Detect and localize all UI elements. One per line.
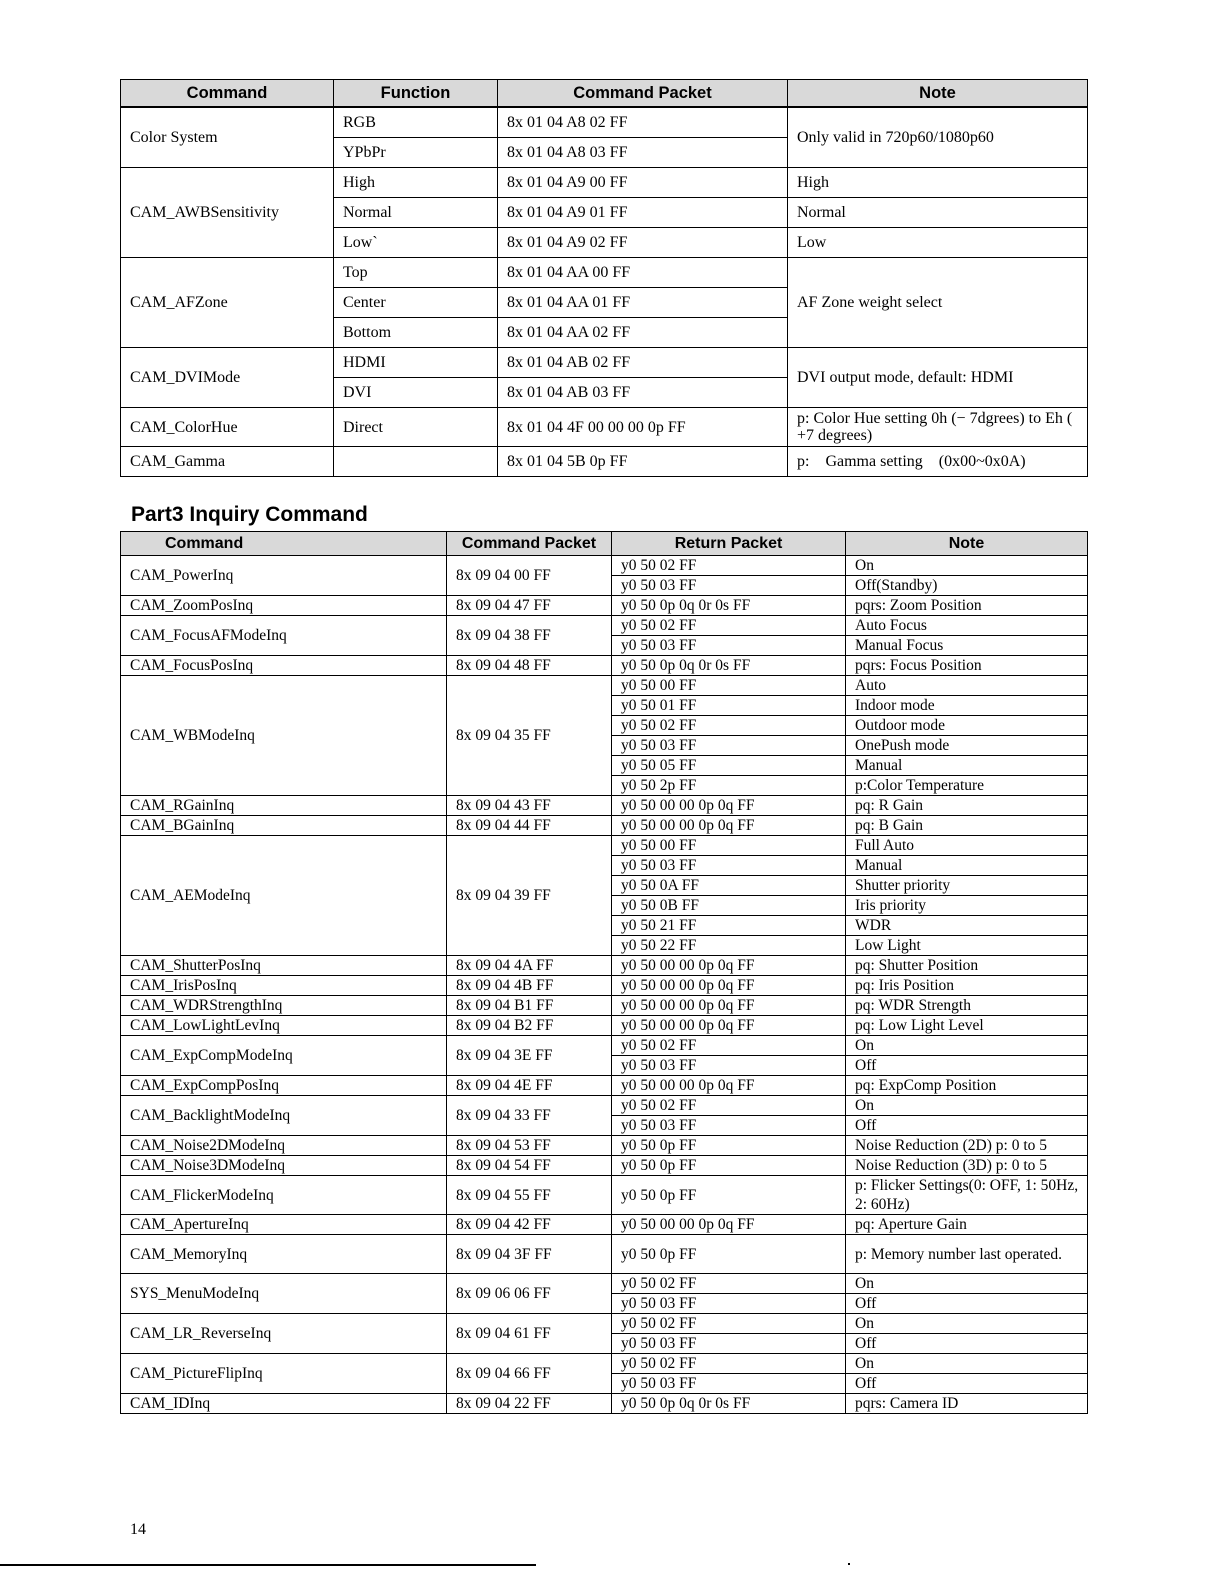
cell-command-packet: 8x 09 04 3F FF [447,1235,612,1274]
cell-return-packet: y0 50 0A FF [612,876,846,896]
cell-command-packet: 8x 09 06 06 FF [447,1274,612,1314]
cell-return-packet: y0 50 02 FF [612,716,846,736]
cell-command: CAM_FlickerModeInq [121,1176,447,1215]
cell-note: p: Flicker Settings(0: OFF, 1: 50Hz, 2: 60Hz) [846,1176,1088,1215]
cell-function [334,447,498,477]
cell-note: Iris priority [846,896,1088,916]
cell-note: Indoor mode [846,696,1088,716]
cell-packet: 8x 01 04 A8 02 FF [498,107,788,138]
table-row [121,816,1088,836]
cell-note: High [788,168,1088,198]
header-command-packet: Command Packet [447,532,612,556]
cell-return-packet: y0 50 00 00 0p 0q FF [612,976,846,996]
table-row [121,447,1088,477]
cell-command: CAM_FocusPosInq [121,656,447,676]
cell-return-packet: y0 50 03 FF [612,576,846,596]
cell-command: CAM_PowerInq [121,556,447,596]
cell-return-packet: y0 50 0p FF [612,1235,846,1274]
cell-command-packet: 8x 09 04 35 FF [447,676,612,796]
table-row [121,1235,1088,1274]
cell-packet: 8x 01 04 5B 0p FF [498,447,788,477]
cell-note: pqrs: Zoom Position [846,596,1088,616]
cell-note: Only valid in 720p60/1080p60 [788,107,1088,168]
header-note: Note [846,532,1088,556]
cell-return-packet: y0 50 03 FF [612,1116,846,1136]
cell-note: pq: Iris Position [846,976,1088,996]
cell-command-packet: 8x 09 04 55 FF [447,1176,612,1215]
table-row [121,656,1088,676]
cell-command: CAM_LowLightLevInq [121,1016,447,1036]
cell-packet: 8x 01 04 A9 02 FF [498,228,788,258]
cell-command: CAM_ExpCompModeInq [121,1036,447,1076]
cell-command: CAM_ShutterPosInq [121,956,447,976]
cell-command-packet: 8x 09 04 43 FF [447,796,612,816]
cell-note: pq: Low Light Level [846,1016,1088,1036]
table-row [121,1394,1088,1414]
cell-command: CAM_ZoomPosInq [121,596,447,616]
footer-rule [0,1564,536,1566]
cell-command: CAM_Noise2DModeInq [121,1136,447,1156]
cell-return-packet: y0 50 03 FF [612,1334,846,1354]
cell-return-packet: y0 50 00 00 0p 0q FF [612,1215,846,1235]
cell-command-packet: 8x 09 04 48 FF [447,656,612,676]
cell-note: Manual [846,756,1088,776]
cell-packet: 8x 01 04 AB 03 FF [498,378,788,408]
cell-note: Manual [846,856,1088,876]
table-row [121,556,1088,576]
cell-note: DVI output mode, default: HDMI [788,348,1088,408]
cell-return-packet: y0 50 0p FF [612,1136,846,1156]
cell-function: Center [334,288,498,318]
cell-return-packet: y0 50 02 FF [612,1354,846,1374]
cell-note: Outdoor mode [846,716,1088,736]
table-row [121,616,1088,636]
section-heading: Part3 Inquiry Command [131,503,368,526]
table-row [121,1136,1088,1156]
cell-note: Manual Focus [846,636,1088,656]
cell-note: On [846,1036,1088,1056]
cell-return-packet: y0 50 00 00 0p 0q FF [612,816,846,836]
cell-function: Direct [334,408,498,447]
cell-return-packet: y0 50 0p FF [612,1176,846,1215]
cell-packet: 8x 01 04 4F 00 00 00 0p FF [498,408,788,447]
cell-command: CAM_Noise3DModeInq [121,1156,447,1176]
table-row [121,408,1088,447]
cell-function: High [334,168,498,198]
table-row [121,796,1088,816]
cell-command-packet: 8x 09 04 B2 FF [447,1016,612,1036]
cell-return-packet: y0 50 22 FF [612,936,846,956]
cell-return-packet: y0 50 02 FF [612,1036,846,1056]
cell-function: HDMI [334,348,498,378]
cell-note: pqrs: Camera ID [846,1394,1088,1414]
cell-function: Top [334,258,498,288]
cell-command: CAM_LR_ReverseInq [121,1314,447,1354]
cell-note: p:Color Temperature [846,776,1088,796]
table-row [121,1156,1088,1176]
cell-return-packet: y0 50 21 FF [612,916,846,936]
cell-return-packet: y0 50 00 00 0p 0q FF [612,996,846,1016]
cell-packet: 8x 01 04 AB 02 FF [498,348,788,378]
cell-return-packet: y0 50 00 00 0p 0q FF [612,956,846,976]
cell-note: On [846,1274,1088,1294]
cell-return-packet: y0 50 00 00 0p 0q FF [612,796,846,816]
cell-note: Full Auto [846,836,1088,856]
cell-command-packet: 8x 09 04 61 FF [447,1314,612,1354]
cell-command: CAM_DVIMode [121,348,334,408]
cell-return-packet: y0 50 0p 0q 0r 0s FF [612,656,846,676]
table-row [121,1274,1088,1294]
cell-note: pq: R Gain [846,796,1088,816]
table-row [121,1314,1088,1334]
cell-note: p: Gamma setting (0x00~0x0A) [788,447,1088,477]
cell-note: On [846,1314,1088,1334]
cell-return-packet: y0 50 03 FF [612,1374,846,1394]
table-row [121,348,1088,378]
cell-note: On [846,1354,1088,1374]
cell-command: CAM_AFZone [121,258,334,348]
cell-command-packet: 8x 09 04 54 FF [447,1156,612,1176]
footer-rule-mark [848,1563,850,1565]
cell-return-packet: y0 50 05 FF [612,756,846,776]
cell-command: CAM_FocusAFModeInq [121,616,447,656]
cell-return-packet: y0 50 2p FF [612,776,846,796]
cell-function: Normal [334,198,498,228]
cell-command-packet: 8x 09 04 B1 FF [447,996,612,1016]
cell-return-packet: y0 50 03 FF [612,856,846,876]
cell-return-packet: y0 50 03 FF [612,636,846,656]
cell-note: Low Light [846,936,1088,956]
cell-note: Shutter priority [846,876,1088,896]
cell-command-packet: 8x 09 04 4E FF [447,1076,612,1096]
table-row [121,168,1088,198]
header-note: Note [788,80,1088,108]
cell-note: AF Zone weight select [788,258,1088,348]
table-row [121,107,1088,138]
cell-function: Low` [334,228,498,258]
cell-note: p: Memory number last operated. [846,1235,1088,1274]
inquiry-table-body [121,556,1088,1414]
cell-command-packet: 8x 09 04 4B FF [447,976,612,996]
cell-command-packet: 8x 09 04 22 FF [447,1394,612,1414]
cell-return-packet: y0 50 00 FF [612,676,846,696]
cell-note: Normal [788,198,1088,228]
cell-note: pq: Aperture Gain [846,1215,1088,1235]
cell-command-packet: 8x 09 04 39 FF [447,836,612,956]
cell-note: pq: Shutter Position [846,956,1088,976]
cell-command-packet: 8x 09 04 3E FF [447,1036,612,1076]
table-row [121,996,1088,1016]
cell-return-packet: y0 50 03 FF [612,1056,846,1076]
cell-function: YPbPr [334,138,498,168]
cell-command: CAM_Gamma [121,447,334,477]
cell-command-packet: 8x 09 04 4A FF [447,956,612,976]
cell-command: CAM_WBModeInq [121,676,447,796]
cell-return-packet: y0 50 03 FF [612,1294,846,1314]
table-row [121,956,1088,976]
cell-note: Off [846,1334,1088,1354]
cell-command: CAM_AEModeInq [121,836,447,956]
inquiry-command-table [120,531,1088,1414]
cell-command-packet: 8x 09 04 00 FF [447,556,612,596]
table-row [121,1215,1088,1235]
cell-packet: 8x 01 04 AA 00 FF [498,258,788,288]
cell-return-packet: y0 50 0p 0q 0r 0s FF [612,596,846,616]
table-header-row [121,532,1088,556]
cell-command: CAM_AWBSensitivity [121,168,334,258]
cell-packet: 8x 01 04 A9 00 FF [498,168,788,198]
cell-note: pq: WDR Strength [846,996,1088,1016]
cell-note: Low [788,228,1088,258]
header-function: Function [334,80,498,108]
cell-note: OnePush mode [846,736,1088,756]
table-header-row [121,80,1088,108]
cell-return-packet: y0 50 0B FF [612,896,846,916]
cell-command: CAM_IDInq [121,1394,447,1414]
cell-note: p: Color Hue setting 0h (− 7dgrees) to Eh ( +7 degrees) [788,408,1088,447]
cell-command-packet: 8x 09 04 66 FF [447,1354,612,1394]
cell-command: CAM_BGainInq [121,816,447,836]
cell-return-packet: y0 50 0p 0q 0r 0s FF [612,1394,846,1414]
cell-note: Noise Reduction (3D) p: 0 to 5 [846,1156,1088,1176]
cell-note: Off [846,1374,1088,1394]
cell-function: DVI [334,378,498,408]
cell-function: RGB [334,107,498,138]
cell-command: CAM_ExpCompPosInq [121,1076,447,1096]
cell-note: On [846,556,1088,576]
cell-command-packet: 8x 09 04 53 FF [447,1136,612,1156]
table-row [121,258,1088,288]
table-row [121,1076,1088,1096]
cell-packet: 8x 01 04 AA 02 FF [498,318,788,348]
cell-return-packet: y0 50 02 FF [612,1274,846,1294]
cell-command-packet: 8x 09 04 42 FF [447,1215,612,1235]
cell-note: Off [846,1116,1088,1136]
table-row [121,1096,1088,1116]
cell-command-packet: 8x 09 04 44 FF [447,816,612,836]
command-table [120,79,1088,477]
cell-command-packet: 8x 09 04 38 FF [447,616,612,656]
cell-return-packet: y0 50 00 00 0p 0q FF [612,1016,846,1036]
cell-note: WDR [846,916,1088,936]
table-row [121,1354,1088,1374]
cell-note: Auto [846,676,1088,696]
cell-note: Off [846,1294,1088,1314]
cell-command: CAM_WDRStrengthInq [121,996,447,1016]
cell-return-packet: y0 50 02 FF [612,1096,846,1116]
cell-note: Auto Focus [846,616,1088,636]
cell-packet: 8x 01 04 AA 01 FF [498,288,788,318]
cell-note: Noise Reduction (2D) p: 0 to 5 [846,1136,1088,1156]
header-command: Command [121,532,447,556]
cell-command: CAM_MemoryInq [121,1235,447,1274]
table-row [121,676,1088,696]
cell-note: On [846,1096,1088,1116]
cell-return-packet: y0 50 02 FF [612,616,846,636]
cell-command: CAM_RGainInq [121,796,447,816]
cell-packet: 8x 01 04 A9 01 FF [498,198,788,228]
cell-note: Off(Standby) [846,576,1088,596]
cell-command: CAM_ColorHue [121,408,334,447]
cell-return-packet: y0 50 00 00 0p 0q FF [612,1076,846,1096]
cell-return-packet: y0 50 03 FF [612,736,846,756]
table-row [121,1176,1088,1215]
header-command: Command [121,80,334,108]
cell-command: Color System [121,107,334,168]
cell-command: CAM_ApertureInq [121,1215,447,1235]
table-row [121,1016,1088,1036]
cell-command-packet: 8x 09 04 33 FF [447,1096,612,1136]
table-row [121,1036,1088,1056]
cell-return-packet: y0 50 02 FF [612,1314,846,1334]
cell-note: pq: B Gain [846,816,1088,836]
cell-return-packet: y0 50 02 FF [612,556,846,576]
header-command-packet: Command Packet [498,80,788,108]
cell-note: pq: ExpComp Position [846,1076,1088,1096]
cell-note: Off [846,1056,1088,1076]
cell-packet: 8x 01 04 A8 03 FF [498,138,788,168]
cell-return-packet: y0 50 0p FF [612,1156,846,1176]
cell-return-packet: y0 50 00 FF [612,836,846,856]
cell-function: Bottom [334,318,498,348]
page-number: 14 [130,1521,146,1538]
cell-command: CAM_PictureFlipInq [121,1354,447,1394]
table-row [121,976,1088,996]
cell-command: SYS_MenuModeInq [121,1274,447,1314]
cell-command: CAM_IrisPosInq [121,976,447,996]
cell-command: CAM_BacklightModeInq [121,1096,447,1136]
cell-note: pqrs: Focus Position [846,656,1088,676]
cell-command-packet: 8x 09 04 47 FF [447,596,612,616]
table-row [121,596,1088,616]
table-row [121,836,1088,856]
header-return-packet: Return Packet [612,532,846,556]
cell-return-packet: y0 50 01 FF [612,696,846,716]
